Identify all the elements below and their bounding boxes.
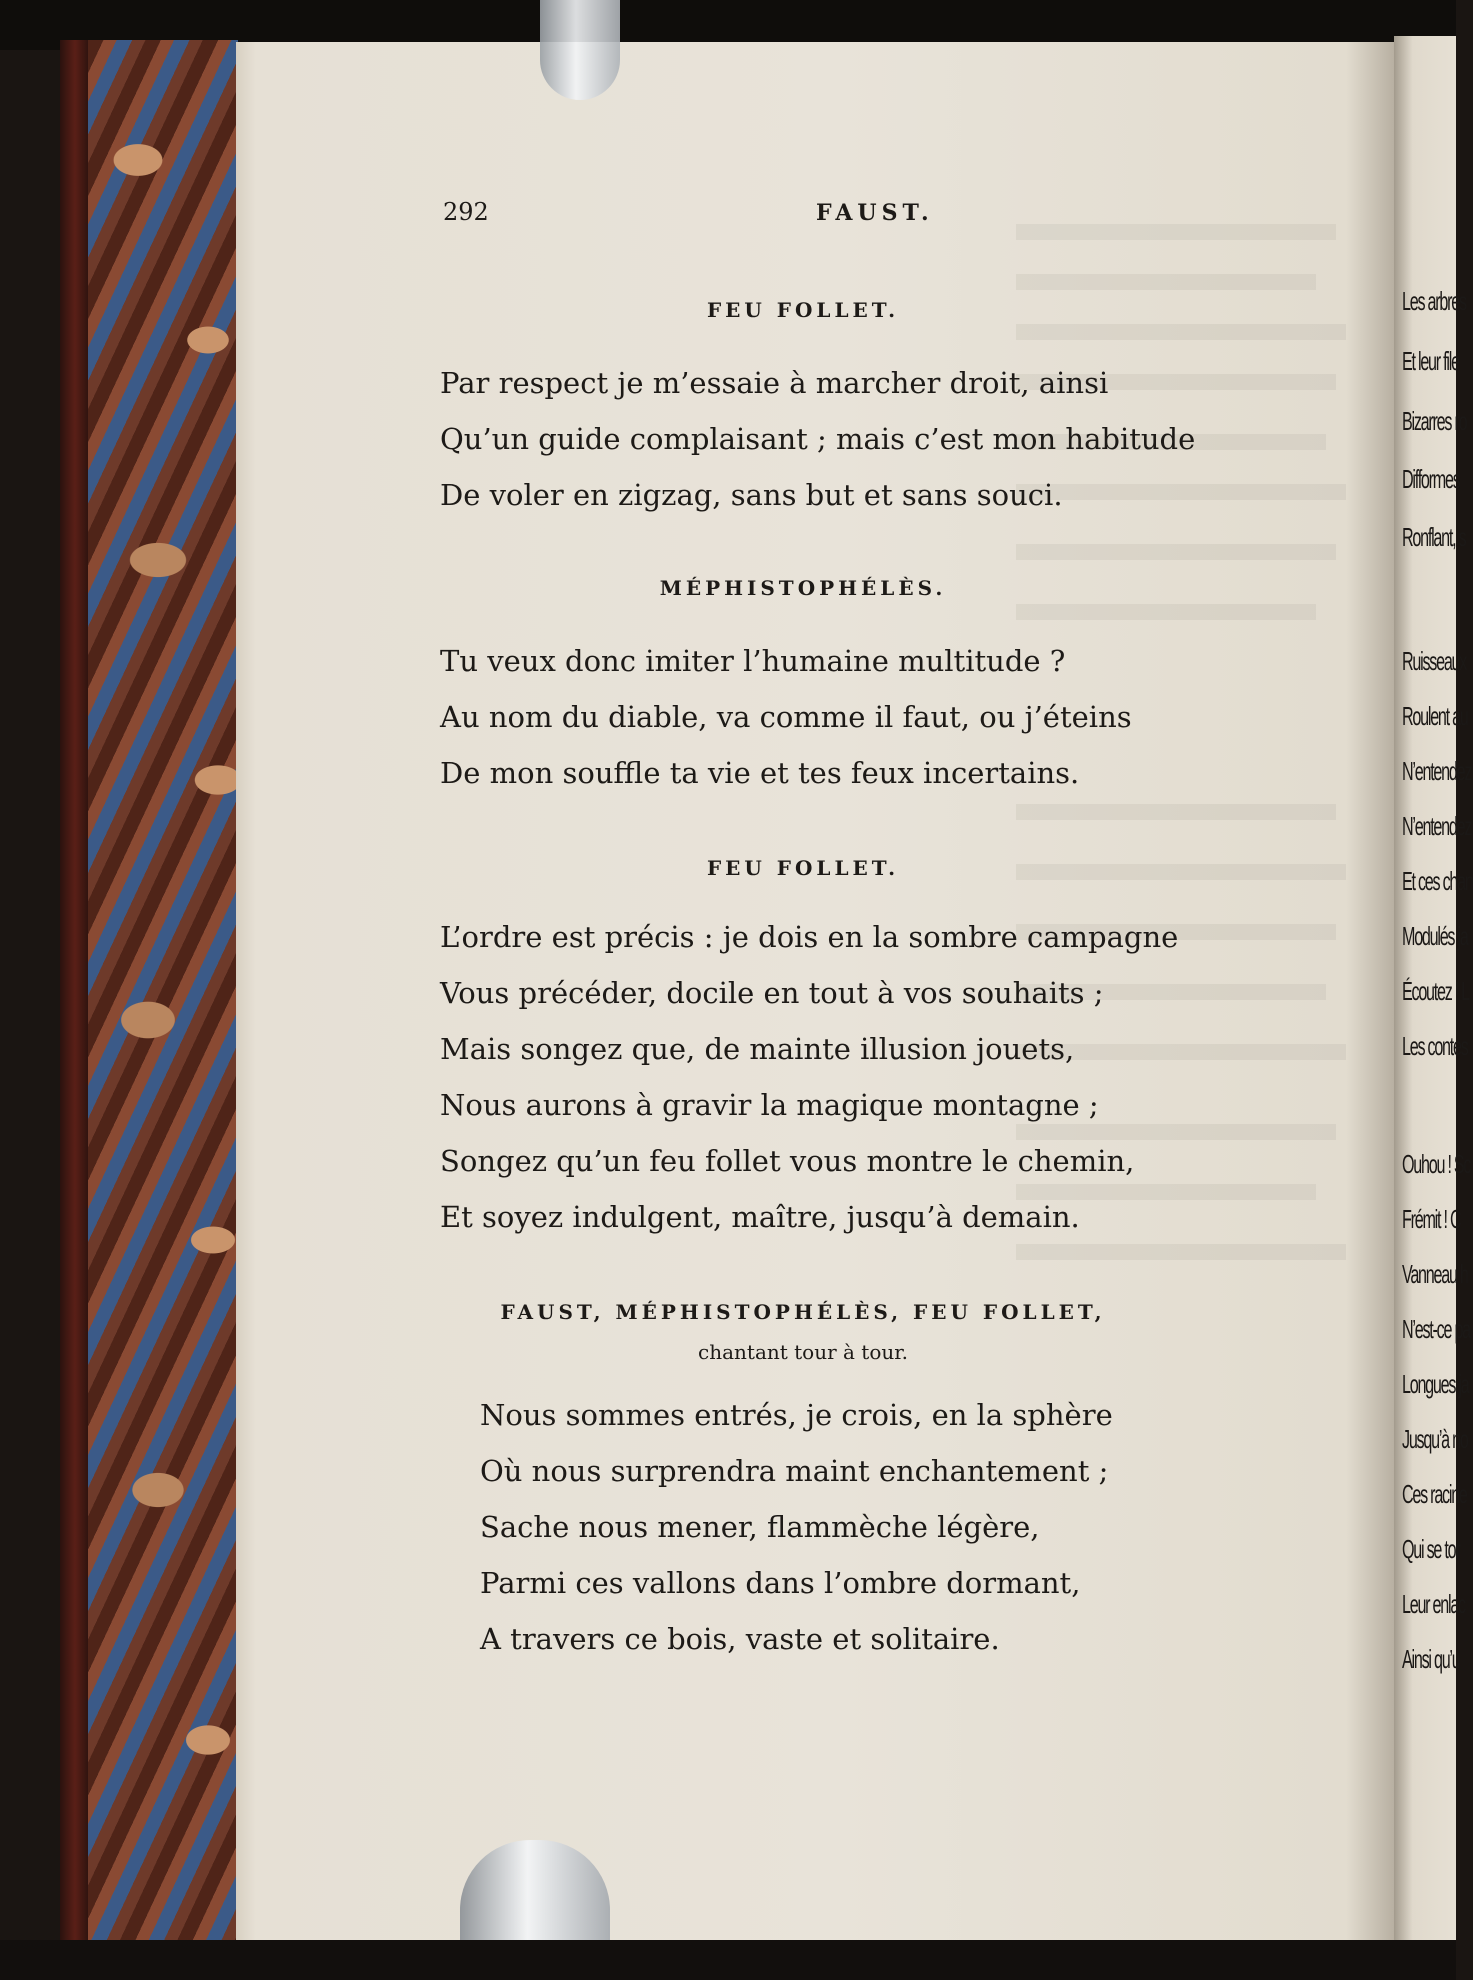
facing-page-fragment: Frémit ! C xyxy=(1402,1204,1461,1234)
facing-page-fragment: Modulés ja xyxy=(1402,921,1468,951)
facing-page-fragment: Leur enlac xyxy=(1402,1589,1465,1619)
verse-line: Où nous surprendra maint enchantement ; xyxy=(480,1454,1109,1488)
speaker-heading: FEU FOLLET. xyxy=(706,856,900,880)
speaker-heading: FEU FOLLET. xyxy=(706,298,900,322)
facing-page-fragment: Ruisseaux xyxy=(1402,646,1467,676)
verse-line: Parmi ces vallons dans l’ombre dormant, xyxy=(480,1566,1081,1600)
facing-page-fragment: Bizarres ro xyxy=(1402,406,1467,436)
verse-line: Nous aurons à gravir la magique montagne ; xyxy=(440,1088,1099,1122)
page-number: 292 xyxy=(443,198,489,226)
verse-line: Nous sommes entrés, je crois, en la sphère xyxy=(480,1398,1113,1432)
verse-line: De mon souffle ta vie et tes feux incertains. xyxy=(440,756,1080,790)
verse-line: De voler en zigzag, sans but et sans souci. xyxy=(440,478,1063,512)
facing-page-fragment: Les arbres xyxy=(1402,286,1466,316)
facing-page-fragment: N’est-ce pa xyxy=(1402,1314,1470,1344)
facing-page-fragment: Les contes xyxy=(1402,1031,1468,1061)
facing-page-fragment: N’entendez xyxy=(1402,811,1472,841)
facing-page-fragment: Difformes xyxy=(1402,464,1460,494)
verse-line: Qu’un guide complaisant ; mais c’est mon habitude xyxy=(440,422,1196,456)
verse-line: L’ordre est précis : je dois en la sombre campagne xyxy=(440,920,1179,954)
facing-page-fragment: Ainsi qu’u xyxy=(1402,1644,1460,1674)
verse-line: Sache nous mener, flammèche légère, xyxy=(480,1510,1040,1544)
verse-line: Songez qu’un feu follet vous montre le chemin, xyxy=(440,1144,1135,1178)
verse-line: Tu veux donc imiter l’humaine multitude ? xyxy=(440,644,1066,678)
facing-page-fragment: Qui se tor xyxy=(1402,1534,1460,1564)
verse-line: A travers ce bois, vaste et solitaire. xyxy=(480,1622,1000,1656)
facing-page-fragment: Roulent au xyxy=(1402,701,1468,731)
facing-page-fragment: Jusqu’à no xyxy=(1402,1424,1468,1454)
verse-line: Vous précéder, docile en tout à vos souhaits ; xyxy=(440,976,1104,1010)
facing-page-fragment: Vanneau h xyxy=(1402,1259,1468,1289)
verse-line: Et soyez indulgent, maître, jusqu’à demain. xyxy=(440,1200,1080,1234)
facing-page-fragment: N’entendez xyxy=(1402,756,1472,786)
facing-page-fragment: Ces racine xyxy=(1402,1479,1467,1509)
facing-page-fragment: Et leur file xyxy=(1402,346,1459,376)
speaker-heading: FAUST, MÉPHISTOPHÉLÈS, FEU FOLLET, xyxy=(500,1300,1106,1324)
speaker-heading: MÉPHISTOPHÉLÈS. xyxy=(659,576,947,600)
stage-direction: chantant tour à tour. xyxy=(698,1340,908,1364)
verse-line: Mais songez que, de mainte illusion jouets, xyxy=(440,1032,1075,1066)
running-title: FAUST. xyxy=(816,200,934,226)
verse-line: Au nom du diable, va comme il faut, ou j’éteins xyxy=(440,700,1132,734)
facing-page-fragment: Et ces chan xyxy=(1402,866,1473,896)
facing-page-fragment: Longues ja xyxy=(1402,1369,1469,1399)
facing-page-fragment: Écoutez ! L xyxy=(1402,976,1470,1006)
facing-page-fragment: Ouhou ! Sc xyxy=(1402,1149,1471,1179)
facing-page-fragment: Ronflant, s xyxy=(1402,522,1466,552)
verse-line: Par respect je m’essaie à marcher droit, ainsi xyxy=(440,366,1109,400)
